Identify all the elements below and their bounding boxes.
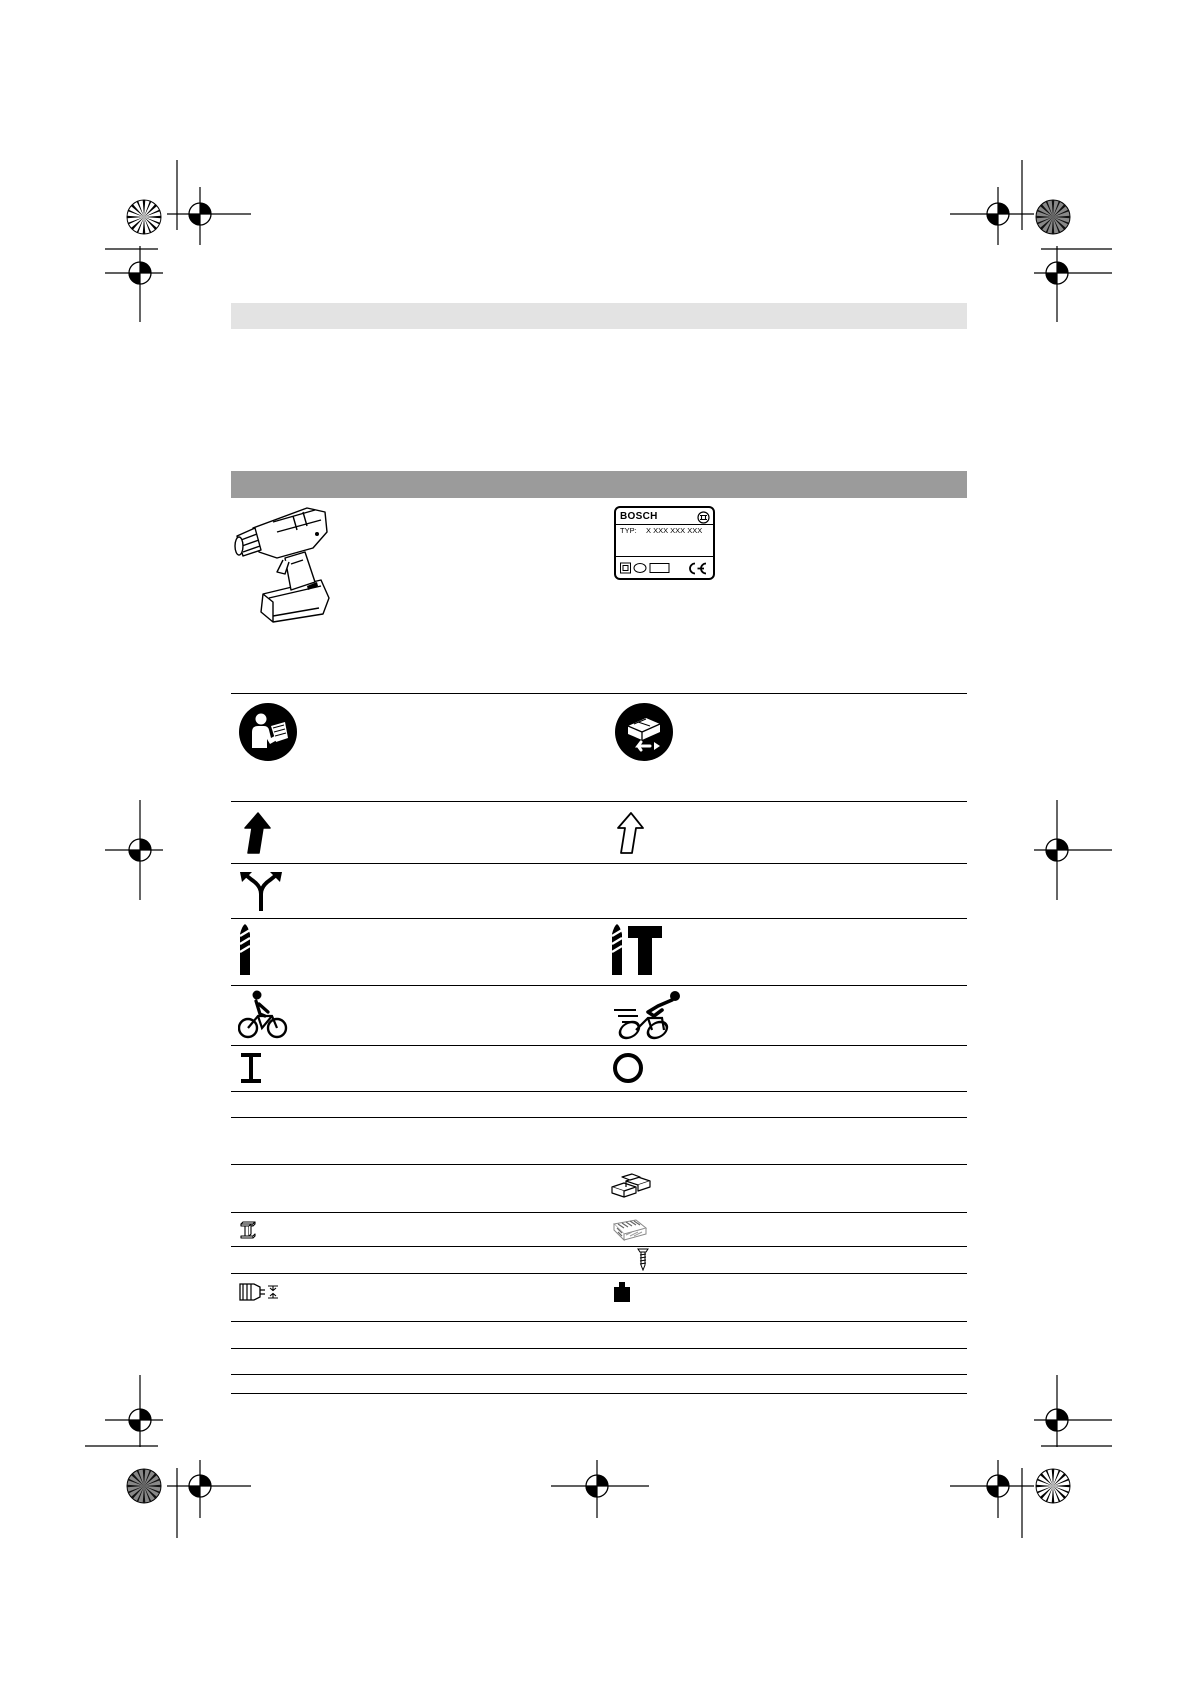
crosshair-mark-left-lower <box>105 1375 163 1447</box>
ce-mark-icon <box>686 561 708 576</box>
drill-illustration <box>233 502 363 626</box>
crosshair-mark-top-left <box>167 187 251 245</box>
battery-remove-icon <box>614 702 674 762</box>
table-rule <box>231 1164 967 1165</box>
switch-on-icon <box>239 1053 263 1083</box>
low-speed-cyclist-icon <box>238 990 288 1040</box>
crosshair-mark-bottom-center <box>551 1460 649 1518</box>
table-rule <box>231 863 967 864</box>
arrow-up-filled-icon <box>242 812 272 854</box>
table-rule <box>231 1091 967 1092</box>
table-rule <box>231 1273 967 1274</box>
table-rule <box>231 1117 967 1118</box>
weight-icon <box>613 1281 631 1303</box>
crosshair-mark-left-middle <box>105 800 163 900</box>
masonry-icon <box>610 1173 652 1199</box>
table-rule <box>231 693 967 694</box>
bosch-logo-icon <box>697 511 710 524</box>
crosshair-mark-right-upper <box>1034 246 1112 322</box>
star-target-bottom-left <box>124 1466 164 1506</box>
crosshair-mark-bottom-left <box>167 1460 251 1518</box>
rotation-direction-icon <box>238 870 284 912</box>
nameplate-brand: BOSCH <box>620 511 658 522</box>
chuck-clamping-range-icon <box>238 1281 280 1303</box>
section-header-band-dark <box>231 471 967 498</box>
crosshair-mark-right-lower <box>1034 1375 1112 1447</box>
table-rule <box>231 1246 967 1247</box>
table-rule <box>231 1321 967 1322</box>
nameplate-type-number: X XXX XXX XXX <box>646 526 703 535</box>
drill-bit-icon <box>238 924 252 976</box>
arrow-up-outline-icon <box>615 812 645 854</box>
nameplate-bottom-divider <box>616 556 713 557</box>
table-rule <box>231 1212 967 1213</box>
crosshair-mark-top-right <box>950 187 1034 245</box>
nameplate-type-label: TYP: <box>620 526 637 535</box>
table-rule <box>231 1374 967 1375</box>
nameplate <box>614 506 715 580</box>
star-target-bottom-right <box>1033 1466 1073 1506</box>
table-rule <box>231 1393 967 1394</box>
wood-icon <box>612 1218 648 1242</box>
table-rule <box>231 1348 967 1349</box>
high-speed-cyclist-icon <box>614 990 684 1040</box>
crosshair-mark-left-upper <box>105 246 163 322</box>
star-target-top-right <box>1033 197 1073 237</box>
table-rule <box>231 801 967 802</box>
table-rule <box>231 1045 967 1046</box>
nameplate-top-divider <box>616 524 713 525</box>
screw-icon <box>637 1247 649 1271</box>
crosshair-mark-right-middle <box>1034 800 1112 900</box>
impact-drill-icon <box>610 924 664 976</box>
switch-off-icon <box>612 1052 644 1084</box>
read-manual-icon <box>238 702 298 762</box>
crosshair-mark-bottom-right <box>950 1460 1034 1518</box>
section-header-band-light <box>231 303 967 329</box>
table-rule <box>231 918 967 919</box>
table-rule <box>231 985 967 986</box>
star-target-top-left <box>124 197 164 237</box>
steel-icon <box>238 1221 258 1241</box>
